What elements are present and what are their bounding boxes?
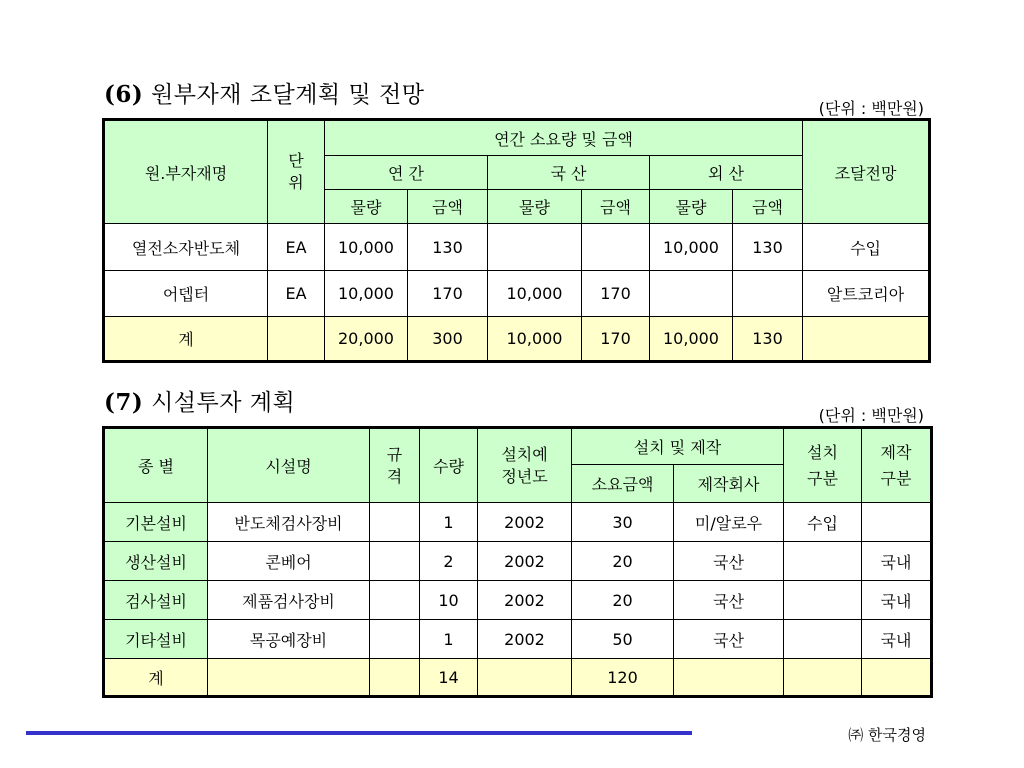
header-qty: 물량: [488, 190, 582, 224]
cell-outlook: 알트코리아: [803, 271, 930, 317]
cell-install-type: [784, 620, 862, 659]
cell-domestic-amount: 170: [582, 271, 650, 317]
header-outlook: 조달전망: [803, 120, 930, 224]
cell-domestic-qty: [488, 224, 582, 271]
cell-annual-qty: 10,000: [325, 224, 408, 271]
header-domestic: 국 산: [488, 156, 650, 190]
total-qty: 14: [420, 659, 478, 697]
total-label: 계: [104, 317, 268, 362]
total-label: 계: [104, 659, 208, 697]
table-row: [104, 542, 932, 581]
cell-qty: 10: [420, 581, 478, 620]
cell-year: 2002: [478, 620, 572, 659]
cell-qty: 2: [420, 542, 478, 581]
header-install-group: 설치 및 제작: [572, 428, 784, 465]
section7-unit-note: (단위 : 백만원): [818, 406, 924, 425]
total-foreign-amount: 130: [733, 317, 803, 362]
cell-unit: EA: [268, 271, 325, 317]
cell-make-type: 국내: [862, 542, 932, 581]
cell-spec: [370, 542, 420, 581]
cell-maker: 미/알로우: [674, 503, 784, 542]
table-row: [104, 620, 932, 659]
cell-cost: 20: [572, 542, 674, 581]
cell-year: 2002: [478, 503, 572, 542]
cell-annual-amount: 130: [408, 224, 488, 271]
section7-title: (7) 시설투자 계획: [104, 389, 296, 416]
cell-facility: 목공예장비: [208, 620, 370, 659]
total-maker: [674, 659, 784, 697]
cell-make-type: 국내: [862, 581, 932, 620]
cell-unit: EA: [268, 224, 325, 271]
header-amount: 금액: [408, 190, 488, 224]
cell-foreign-qty: [650, 271, 733, 317]
cell-type: 생산설비: [104, 542, 208, 581]
cell-annual-qty: 10,000: [325, 271, 408, 317]
cell-qty: 1: [420, 620, 478, 659]
table-row: [104, 271, 930, 317]
cell-maker: 국산: [674, 620, 784, 659]
cell-name: 어뎁터: [104, 271, 268, 317]
cell-domestic-qty: 10,000: [488, 271, 582, 317]
section6-unit-note: (단위 : 백만원): [818, 99, 924, 118]
header-qty: 물량: [325, 190, 408, 224]
total-annual-amount: 300: [408, 317, 488, 362]
header-material-name: 원.부자재명: [104, 120, 268, 224]
total-make-type: [862, 659, 932, 697]
table-row: [104, 503, 932, 542]
total-spec: [370, 659, 420, 697]
cell-make-type: 국내: [862, 620, 932, 659]
cell-foreign-qty: 10,000: [650, 224, 733, 271]
cell-spec: [370, 581, 420, 620]
cell-install-type: [784, 542, 862, 581]
facility-investment-table: [102, 426, 933, 698]
total-year: [478, 659, 572, 697]
cell-cost: 30: [572, 503, 674, 542]
total-row: [104, 317, 930, 362]
cell-year: 2002: [478, 581, 572, 620]
cell-facility: 제품검사장비: [208, 581, 370, 620]
header-facility: 시설명: [208, 428, 370, 503]
header-maker: 제작회사: [674, 465, 784, 503]
cell-facility: 콘베어: [208, 542, 370, 581]
cell-facility: 반도체검사장비: [208, 503, 370, 542]
section6-title: (6) 원부자재 조달계획 및 전망: [104, 81, 425, 108]
cell-make-type: [862, 503, 932, 542]
header-amount: 금액: [582, 190, 650, 224]
cell-install-type: 수입: [784, 503, 862, 542]
total-cost: 120: [572, 659, 674, 697]
header-annual-group: 연간 소요량 및 금액: [325, 120, 803, 156]
total-facility: [208, 659, 370, 697]
cell-type: 검사설비: [104, 581, 208, 620]
cell-foreign-amount: 130: [733, 224, 803, 271]
cell-spec: [370, 503, 420, 542]
cell-foreign-amount: [733, 271, 803, 317]
table-row: [104, 581, 932, 620]
header-amount: 금액: [733, 190, 803, 224]
header-foreign: 외 산: [650, 156, 803, 190]
cell-qty: 1: [420, 503, 478, 542]
total-annual-qty: 20,000: [325, 317, 408, 362]
footer-company-name: ㈜ 한국경영: [848, 726, 926, 744]
total-row: [104, 659, 932, 697]
cell-cost: 20: [572, 581, 674, 620]
total-unit: [268, 317, 325, 362]
cell-maker: 국산: [674, 542, 784, 581]
header-annual: 연 간: [325, 156, 488, 190]
table-row: [104, 224, 930, 271]
header-spec: 규 격: [370, 428, 420, 503]
footer-divider: [26, 731, 692, 735]
cell-domestic-amount: [582, 224, 650, 271]
total-domestic-amount: 170: [582, 317, 650, 362]
procurement-table: [102, 118, 931, 363]
cell-year: 2002: [478, 542, 572, 581]
cell-install-type: [784, 581, 862, 620]
header-type: 종 별: [104, 428, 208, 503]
header-make-type: 제작 구분: [862, 428, 932, 503]
header-unit: 단 위: [268, 120, 325, 224]
total-domestic-qty: 10,000: [488, 317, 582, 362]
header-cost: 소요금액: [572, 465, 674, 503]
header-install-type: 설치 구분: [784, 428, 862, 503]
cell-outlook: 수입: [803, 224, 930, 271]
header-install-year: 설치예 정년도: [478, 428, 572, 503]
cell-type: 기타설비: [104, 620, 208, 659]
cell-maker: 국산: [674, 581, 784, 620]
total-outlook: [803, 317, 930, 362]
cell-cost: 50: [572, 620, 674, 659]
total-install-type: [784, 659, 862, 697]
cell-spec: [370, 620, 420, 659]
total-foreign-qty: 10,000: [650, 317, 733, 362]
cell-annual-amount: 170: [408, 271, 488, 317]
header-qty: 수량: [420, 428, 478, 503]
header-qty: 물량: [650, 190, 733, 224]
cell-name: 열전소자반도체: [104, 224, 268, 271]
cell-type: 기본설비: [104, 503, 208, 542]
